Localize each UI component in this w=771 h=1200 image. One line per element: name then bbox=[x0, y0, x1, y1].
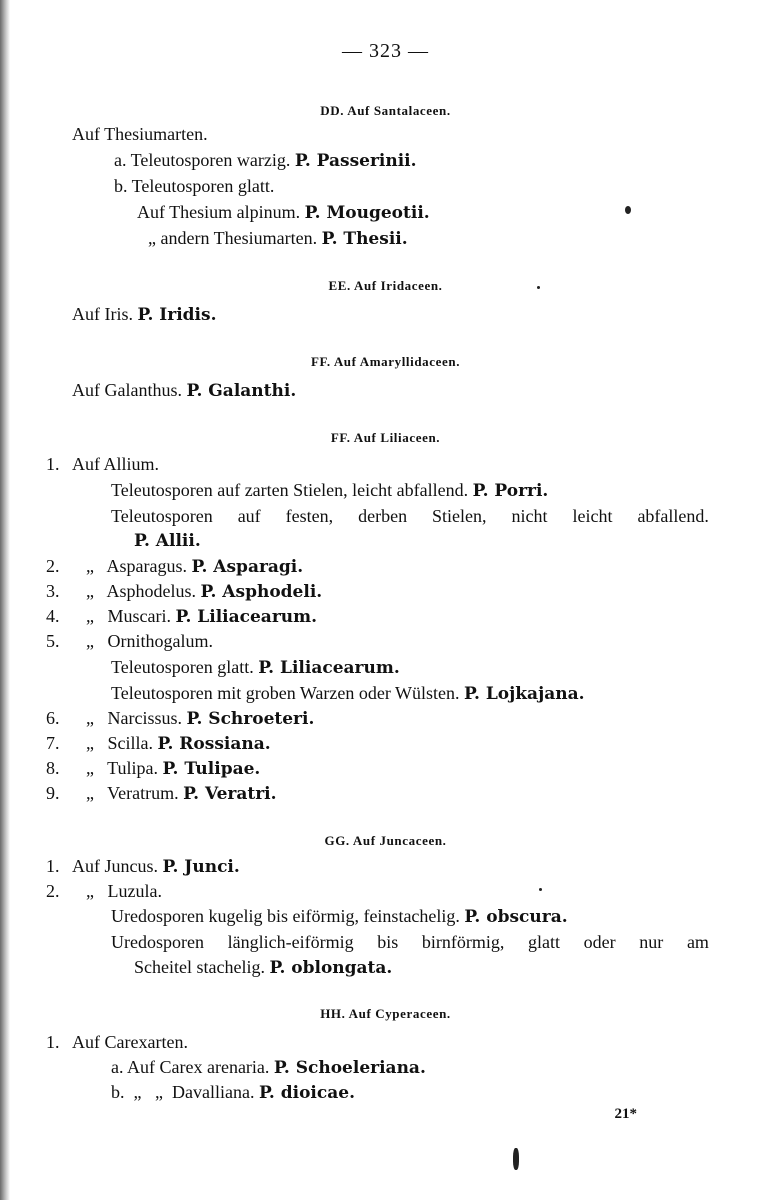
text-line: Uredosporen kugelig bis eiförmig, feinstachelig. P. obscura. bbox=[111, 906, 568, 927]
text-line: Auf Iris. P. Iridis. bbox=[72, 304, 217, 325]
item-number: 1. bbox=[46, 1032, 60, 1052]
species-name: P. Passerinii. bbox=[294, 151, 417, 171]
text-line: Auf Galanthus. P. Galanthi. bbox=[72, 380, 297, 401]
item-number: 4. bbox=[46, 606, 60, 626]
species-name: P. Schroeteri. bbox=[186, 709, 315, 729]
species-name: P. Iridis. bbox=[137, 305, 217, 325]
signature-mark: 21* bbox=[614, 1106, 637, 1122]
text-line: Auf Juncus. P. Junci. bbox=[72, 856, 240, 877]
species-name: P. Lojkajana. bbox=[464, 684, 585, 704]
ink-speck bbox=[539, 888, 542, 891]
species-name: P. oblongata. bbox=[269, 958, 393, 978]
text-line: Scheitel stachelig. P. oblongata. bbox=[134, 957, 393, 978]
text-line: a. Auf Carex arenaria. P. Schoeleriana. bbox=[111, 1057, 426, 1078]
text-line: a. Teleutosporen warzig. P. Passerinii. bbox=[114, 150, 417, 171]
ink-speck bbox=[513, 1148, 519, 1170]
text-line: Auf Thesium alpinum. P. Mougeotii. bbox=[137, 202, 430, 223]
text-line: Auf Allium. bbox=[72, 454, 160, 474]
text-line: b. Teleutosporen glatt. bbox=[114, 176, 275, 196]
text-line: „ Scilla. P. Rossiana. bbox=[86, 733, 271, 754]
species-name: P. Asparagi. bbox=[191, 557, 304, 577]
item-number: 1. bbox=[46, 856, 60, 876]
text-line: Teleutosporen mit groben Warzen oder Wülsten. P. Lojkajana. bbox=[111, 683, 585, 704]
species-name: P. Rossiana. bbox=[157, 734, 271, 754]
text-line: „ Ornithogalum. bbox=[86, 631, 213, 651]
species-name: P. Galanthi. bbox=[186, 381, 297, 401]
justified-line: Uredosporen länglich-eiförmig bis birnförmig, glatt oder nur am bbox=[111, 932, 709, 952]
text-line: „ Veratrum. P. Veratri. bbox=[86, 783, 277, 804]
text-line: b. „ „ Davalliana. P. dioicae. bbox=[111, 1082, 355, 1103]
text-line bbox=[134, 530, 201, 551]
text-line: Auf Thesiumarten. bbox=[72, 124, 208, 144]
item-number: 7. bbox=[46, 733, 60, 753]
text-line: Teleutosporen auf zarten Stielen, leicht abfallend. P. Porri. bbox=[111, 480, 549, 501]
species-name: P. Liliacearum. bbox=[175, 607, 318, 627]
item-number: 9. bbox=[46, 783, 60, 803]
item-number: 6. bbox=[46, 708, 60, 728]
section-heading-hh: HH. Auf Cyperaceen. bbox=[320, 1006, 451, 1021]
text-line: Auf Carexarten. bbox=[72, 1032, 188, 1052]
species-name: P. obscura. bbox=[464, 907, 568, 927]
text-line: „ Luzula. bbox=[86, 881, 162, 901]
text-line: „ Asparagus. P. Asparagi. bbox=[86, 556, 304, 577]
species-name: P. Mougeotii. bbox=[304, 203, 430, 223]
item-number: 5. bbox=[46, 631, 60, 651]
species-name: P. Asphodeli. bbox=[200, 582, 323, 602]
species-name: P. Liliacearum. bbox=[258, 658, 400, 678]
section-heading-ee: EE. Auf Iridaceen. bbox=[328, 278, 443, 293]
ink-speck bbox=[625, 206, 631, 214]
text-line: „ andern Thesiumarten. P. Thesii. bbox=[148, 228, 408, 249]
section-heading-ff-amaryllidaceen: FF. Auf Amaryllidaceen. bbox=[310, 354, 461, 369]
text-line: „ Narcissus. P. Schroeteri. bbox=[86, 708, 315, 729]
text-line: „ Tulipa. P. Tulipae. bbox=[86, 758, 261, 779]
species-name: P. Tulipae. bbox=[162, 759, 261, 779]
item-number: 3. bbox=[46, 581, 60, 601]
text-line: „ Muscari. P. Liliacearum. bbox=[86, 606, 318, 627]
item-number: 2. bbox=[46, 881, 60, 901]
item-number: 2. bbox=[46, 556, 60, 576]
species-name: P. Thesii. bbox=[321, 229, 408, 249]
text-line: „ Asphodelus. P. Asphodeli. bbox=[86, 581, 323, 602]
item-number: 1. bbox=[46, 454, 60, 474]
species-name: P. Veratri. bbox=[183, 784, 277, 804]
species-name: P. dioicae. bbox=[258, 1083, 355, 1103]
species-name: P. Schoeleriana. bbox=[273, 1058, 426, 1078]
section-heading-gg: GG. Auf Juncaceen. bbox=[324, 833, 447, 848]
text-line: Teleutosporen glatt. P. Liliacearum. bbox=[111, 657, 400, 678]
species-name: P. Porri. bbox=[472, 481, 549, 501]
section-heading-ff-liliaceen: FF. Auf Liliaceen. bbox=[330, 430, 441, 445]
page-number: — 323 — bbox=[342, 40, 429, 62]
species-name: P. Allii. bbox=[134, 531, 201, 551]
species-name: P. Junci. bbox=[162, 857, 240, 877]
justified-line: Teleutosporen auf festen, derben Stielen, nicht leicht abfallend. bbox=[111, 506, 709, 526]
section-heading-dd: DD. Auf Santalaceen. bbox=[320, 103, 451, 118]
ink-speck bbox=[537, 286, 540, 289]
item-number: 8. bbox=[46, 758, 60, 778]
